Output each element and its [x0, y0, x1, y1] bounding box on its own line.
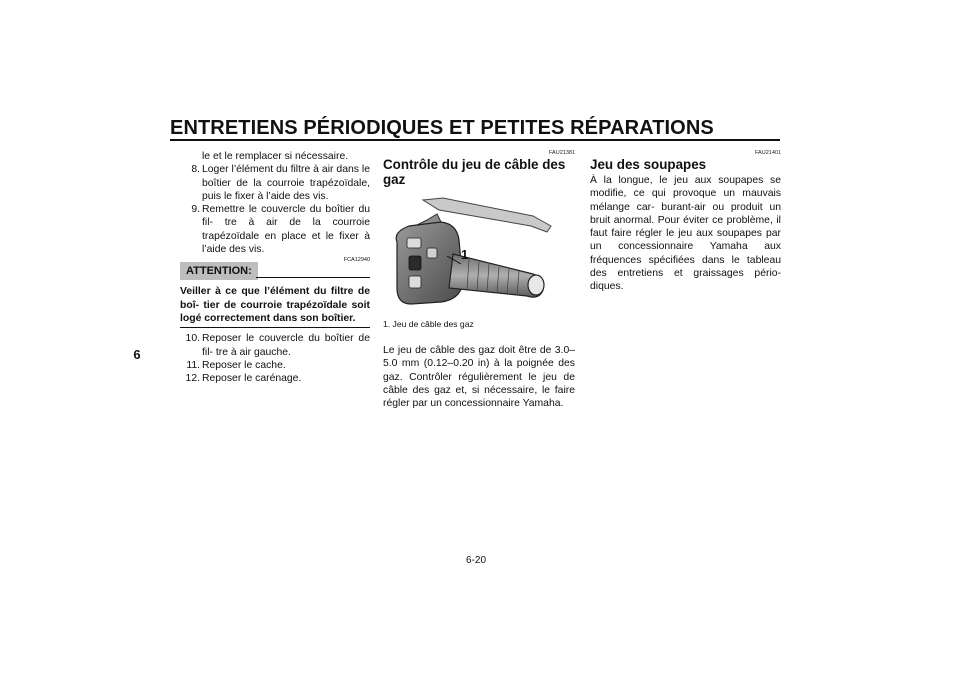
figure-caption: 1. Jeu de câble des gaz: [383, 319, 474, 329]
section-code: FAU21401: [755, 150, 781, 156]
attention-end-rule: [180, 327, 370, 328]
section-heading-valves: Jeu des soupapes: [590, 157, 707, 172]
attention-text: Veiller à ce que l’élément du filtre de boî- tier de courroie trapézoïdale soit logé correctement dans son boîtier.: [180, 286, 370, 324]
step-9: [180, 203, 370, 256]
step-text: Reposer le cache.: [202, 359, 286, 371]
step-12: [180, 372, 370, 385]
step-11: [180, 359, 370, 372]
valves-body-text: À la longue, le jeu aux soupapes se modifie, ce qui provoque un mauvais mélange car- burant-air ou produit un bruit anormal. Pour éviter ce problème, il faut faire régler le jeu aux soupapes par un concessionnaire Yamaha aux fréquences spécifiées dans le tableau des entretiens et graissages pério- diques.: [590, 175, 781, 293]
step-number: 8.: [191, 164, 200, 176]
step-8: [180, 163, 370, 203]
page-title: ENTRETIENS PÉRIODIQUES ET PETITES RÉPARATIONS: [170, 117, 714, 139]
column-1: [180, 150, 370, 385]
column-3: [590, 150, 781, 294]
step-number: 10.: [185, 333, 200, 345]
step-text: Reposer le carénage.: [202, 373, 302, 385]
step-text: Loger l’élément du filtre à air dans le boîtier de la courroie trapézoïdale, puis le fixer à l’aide des vis.: [202, 164, 370, 202]
step-number: 12.: [185, 373, 200, 385]
step-text: Reposer le couvercle du boîtier de fil- tre à air gauche.: [202, 333, 370, 358]
step-text: le et le remplacer si nécessaire.: [202, 151, 349, 162]
attention-code: FCA12940: [343, 257, 370, 264]
step-number: 9.: [191, 204, 200, 216]
throttle-grip-drawing: [383, 192, 575, 310]
page-number: 6-20: [466, 555, 487, 566]
throttle-body-text: Le jeu de câble des gaz doit être de 3.0–5.0 mm (0.12–0.20 in) à la poignée des gaz. Contrôler régulièrement le jeu de câble des gaz et, si nécessaire, le faire régler par un concessionnaire Yamaha.: [383, 345, 575, 410]
section-heading-throttle: Contrôle du jeu de câble des gaz: [383, 157, 566, 187]
step-continuation: [180, 150, 370, 163]
chapter-tab: 6: [133, 347, 141, 362]
step-number: 11.: [186, 359, 200, 371]
header-rule: [170, 139, 780, 141]
figure-callout-1: 1: [461, 247, 469, 262]
step-text: Remettre le couvercle du boîtier du fil- tre à air de la courroie trapézoïdale en place et le fixer à l’aide des vis.: [202, 204, 370, 256]
attention-rule: [256, 277, 370, 278]
attention-label: ATTENTION:: [180, 262, 258, 280]
throttle-grip-illustration: [383, 192, 575, 310]
column-2: [383, 150, 575, 410]
attention-header: [180, 257, 370, 284]
step-10: [180, 332, 370, 359]
section-code: FAU21381: [549, 150, 575, 156]
